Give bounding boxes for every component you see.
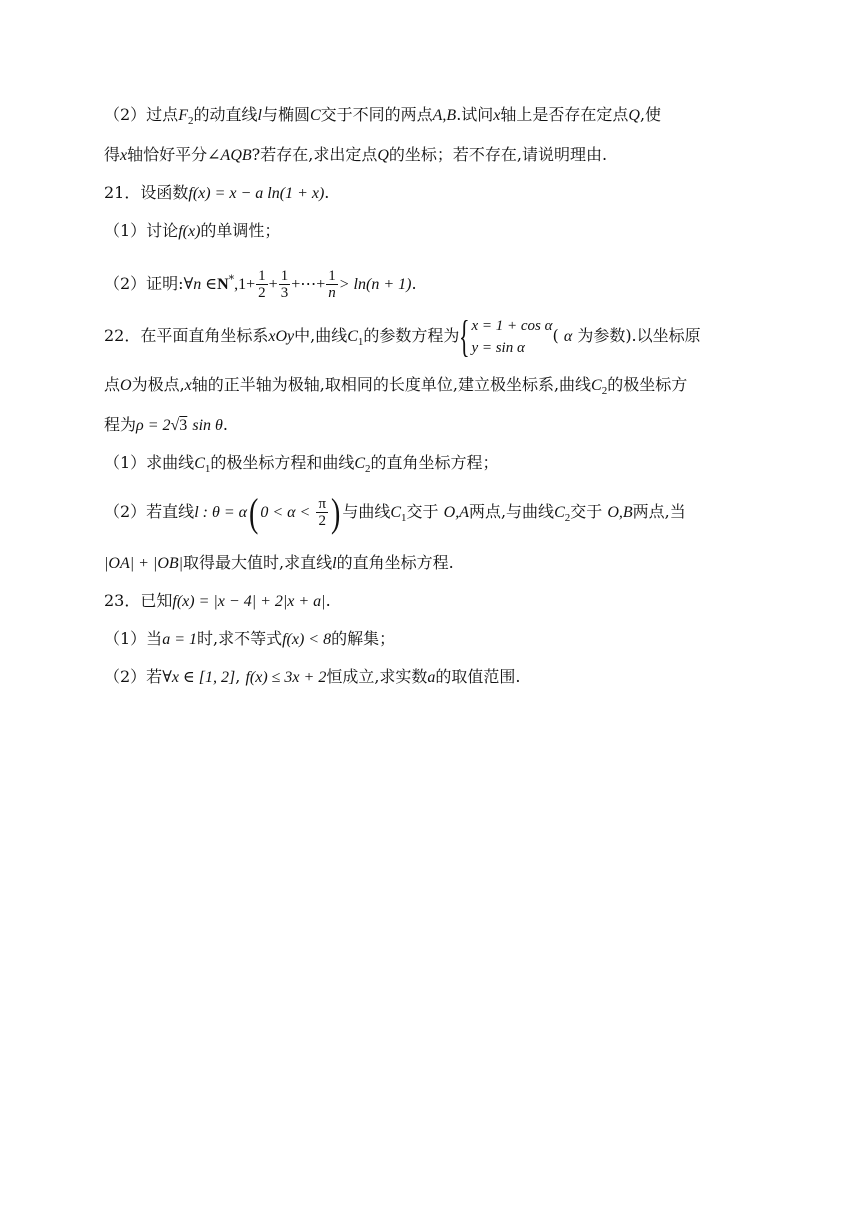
math-O: O	[120, 377, 132, 394]
math-x: x	[120, 147, 128, 164]
text: ,	[235, 667, 241, 686]
text: 为极点,	[131, 375, 185, 394]
text: 的直角坐标方程.	[336, 553, 454, 572]
math-x: x	[184, 377, 192, 394]
text: 时,求不等式	[196, 629, 283, 648]
math-fx: f(x)	[178, 223, 201, 240]
text: 中,曲线	[294, 326, 348, 345]
math-l: l	[332, 555, 337, 572]
math-OA: O,A	[443, 504, 469, 521]
text: 取得最大值时,求直线	[183, 553, 333, 572]
math-C2: $C_2$	[354, 455, 371, 475]
math-inequality: f(x) ≤ 3x + 2	[245, 669, 327, 686]
text: 两点,当	[632, 502, 686, 521]
math-line-l: l : θ = α	[194, 504, 248, 521]
math-C2: $C_2$	[591, 377, 608, 397]
math-star: *	[228, 273, 235, 286]
text: （2）若	[104, 667, 163, 686]
math-C: C	[309, 107, 321, 124]
math-C1: $C_1$	[390, 504, 407, 524]
q21-part2	[104, 258, 764, 307]
math-Q: Q	[628, 107, 640, 124]
fraction-1-3: $\frac{1}{3}$	[280, 268, 289, 301]
math-xOy: xOy	[268, 328, 295, 345]
parametric-system: { x = 1 + cos α y = sin α	[459, 311, 553, 361]
text: 为参数).以坐标原	[577, 326, 701, 345]
math-rhs: > ln(n + 1)	[338, 276, 412, 293]
q21-stem	[104, 182, 764, 205]
text: （2）若直线	[104, 502, 195, 521]
q22-part1	[104, 452, 764, 480]
text: (	[552, 326, 559, 345]
text: ,使	[639, 105, 662, 124]
math-C2: $C_2$	[554, 504, 571, 524]
text: .	[325, 591, 331, 610]
text: 恒成立,求实数	[326, 667, 428, 686]
math-dots: +⋯+	[291, 276, 326, 293]
text: 点	[104, 375, 121, 394]
text: 轴上是否存在定点	[500, 105, 629, 124]
math-forall-n: ∀n ∈	[183, 276, 218, 293]
math-function-def: f(x) = |x − 4| + 2|x + a|	[172, 593, 326, 610]
text: .	[411, 274, 417, 293]
math-condition: 0 < α <	[260, 504, 311, 521]
equation-x: x = 1 + cos α	[471, 317, 553, 334]
text: 已知	[140, 591, 173, 610]
math-F2: $F_2$	[178, 107, 194, 127]
q22-part2-line2	[104, 552, 764, 575]
text: 的解集；	[331, 629, 396, 648]
text: 在平面直角坐标系	[140, 326, 269, 345]
q21-part1	[104, 220, 764, 243]
question-number: 23．	[104, 591, 141, 610]
math-alpha: α	[563, 328, 573, 345]
text: （2）证明:	[104, 274, 184, 293]
q22-stem-line3	[104, 414, 764, 437]
question-number: 22．	[104, 326, 141, 345]
paren-open: (	[249, 489, 259, 535]
text: 的直角坐标方程；	[370, 453, 499, 472]
q23-stem	[104, 590, 764, 613]
math-x: x	[493, 107, 501, 124]
fraction-1-2: $\frac{1}{2}$	[258, 268, 266, 301]
text: 交于	[570, 502, 603, 521]
text: .试问	[456, 105, 494, 124]
math-OA-plus-OB: |OA| + |OB|	[104, 555, 184, 572]
fraction-pi-2: $\frac{\pi}{2}$	[318, 496, 327, 529]
q20-part2-line2	[104, 144, 764, 167]
math-a: a	[427, 669, 436, 686]
equation-y: y = sin α	[471, 339, 525, 356]
text: 交于不同的两点	[320, 105, 433, 124]
text: 的取值范围.	[435, 667, 521, 686]
q23-part2	[104, 666, 764, 689]
text: 轴恰好平分	[127, 145, 208, 164]
math-sin-theta: sin θ	[192, 417, 223, 434]
text: 程为	[104, 415, 137, 434]
math-angle-AQB: ∠AQB	[207, 147, 252, 164]
text: 交于	[406, 502, 439, 521]
fraction-1-n: $\frac{1}{n}$	[328, 268, 336, 301]
text: 设函数	[140, 183, 189, 202]
math-C1: $C_1$	[347, 328, 364, 348]
math-rho: ρ = 2	[136, 417, 171, 434]
text: （2）过点	[104, 105, 179, 124]
text: （1）求曲线	[104, 453, 195, 472]
text: 的极坐标方程和曲线	[210, 453, 355, 472]
question-number: 21．	[104, 183, 141, 202]
math-inequality: f(x) < 8	[282, 631, 332, 648]
q20-part2-line1	[104, 104, 764, 132]
text: .	[222, 415, 228, 434]
paren-close: )	[331, 489, 341, 535]
text: （1）讨论	[104, 221, 179, 240]
q22-stem-line1	[104, 311, 764, 364]
math-forall-x: ∀x ∈ [1, 2]	[162, 669, 236, 686]
math-plus: +	[268, 276, 278, 293]
text: 的坐标；若不存在,请说明理由.	[388, 145, 608, 164]
math-l: l	[257, 107, 262, 124]
text: （1）当	[104, 629, 163, 648]
text: 的参数方程为	[363, 326, 460, 345]
q23-part1	[104, 628, 764, 651]
text: 轴的正半轴为极轴,取相同的长度单位,建立极坐标系,曲线	[191, 375, 592, 394]
text: ?若存在,求出定点	[251, 145, 378, 164]
math-N: N	[217, 276, 229, 293]
text: 的动直线	[193, 105, 258, 124]
math-a-equals-1: a = 1	[162, 631, 197, 648]
math-function-def: f(x) = x − a ln(1 + x)	[188, 185, 325, 202]
math-AB: A,B	[432, 107, 457, 124]
text: 与椭圆	[261, 105, 310, 124]
text: .	[324, 183, 330, 202]
text: 与曲线	[342, 502, 391, 521]
q22-part2-line1	[104, 490, 764, 540]
text: 的单调性；	[200, 221, 281, 240]
math-text: ,1+	[234, 276, 256, 293]
text: 的极坐标方	[607, 375, 688, 394]
q22-stem-line2	[104, 374, 764, 402]
math-OB: O,B	[607, 504, 633, 521]
text: 得	[104, 145, 121, 164]
math-C1: $C_1$	[194, 455, 211, 475]
math-sqrt: √3	[170, 417, 188, 434]
text: 两点,与曲线	[468, 502, 555, 521]
math-Q: Q	[377, 147, 389, 164]
